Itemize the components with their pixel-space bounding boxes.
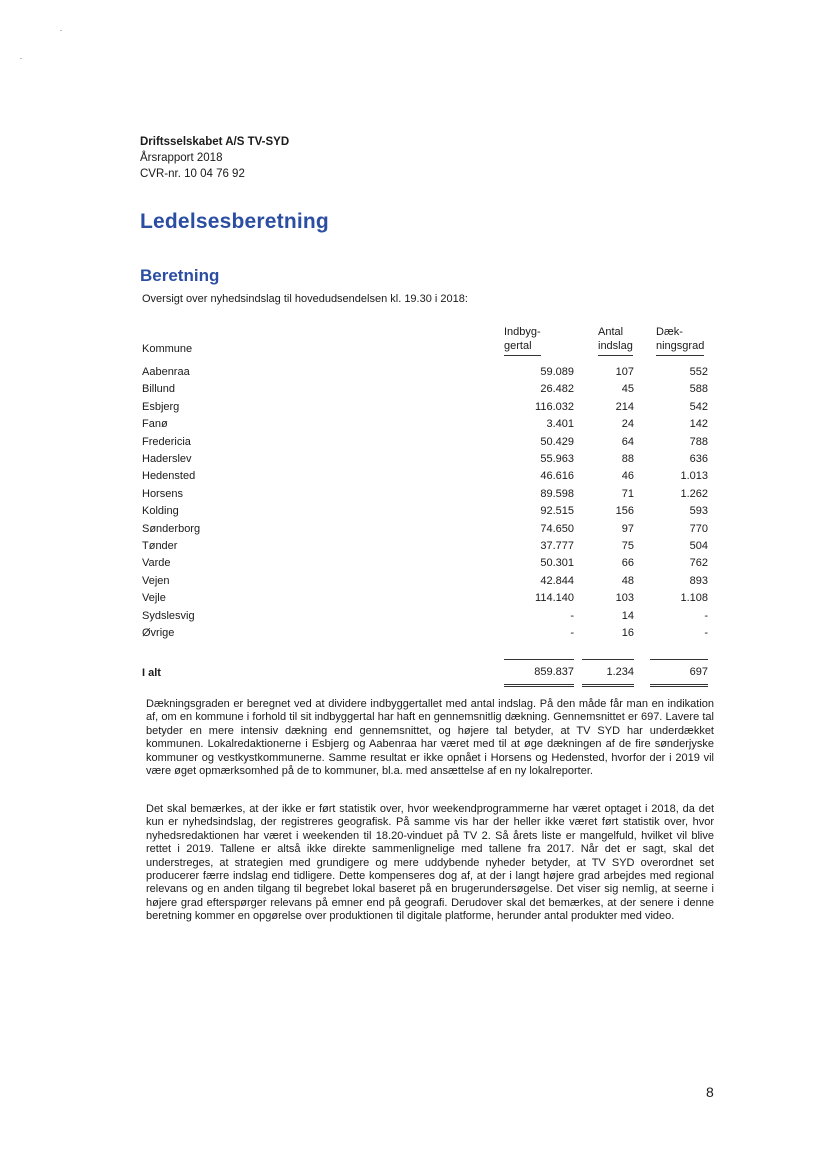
kommune-cell: Varde <box>142 557 171 570</box>
antal-indslag-cell: 107 <box>615 366 634 378</box>
kommune-cell: Esbjerg <box>142 400 180 413</box>
kommune-cell: Tønder <box>142 540 178 553</box>
indbyggertal-cell: 55.963 <box>540 453 574 466</box>
antal-indslag-cell: 48 <box>621 574 634 587</box>
antal-indslag-cell: 156 <box>615 505 634 518</box>
antal-indslag-cell: 24 <box>621 418 634 431</box>
header-antal-indslag: Antal indslag <box>582 318 634 356</box>
page-title: Ledelsesberetning <box>140 210 329 233</box>
header-kommune: Kommune <box>142 343 193 355</box>
daekningsgrad-cell: 142 <box>689 418 708 431</box>
table-body <box>142 356 708 643</box>
table-row <box>142 625 708 642</box>
table-header-row <box>142 318 708 356</box>
antal-indslag-cell: 66 <box>621 557 634 570</box>
indbyggertal-cell: 42.844 <box>540 574 574 587</box>
total-row <box>142 660 708 686</box>
daekningsgrad-cell: 788 <box>689 435 708 448</box>
indbyggertal-cell: 92.515 <box>540 505 574 518</box>
table-intro: Oversigt over nyhedsindslag til hovedudsendelsen kl. 19.30 i 2018: <box>142 293 468 305</box>
table-row <box>142 434 708 451</box>
antal-indslag-cell: 88 <box>621 453 634 466</box>
table-row <box>142 521 708 538</box>
antal-indslag-cell: 16 <box>621 627 634 640</box>
table-row <box>142 451 708 468</box>
scan-speck <box>60 30 62 31</box>
daekningsgrad-cell: 542 <box>689 400 708 413</box>
kommune-cell: Fanø <box>142 418 168 431</box>
daekningsgrad-cell: 1.108 <box>680 592 708 605</box>
page-number: 8 <box>706 1084 714 1100</box>
antal-indslag-cell: 103 <box>615 592 634 605</box>
antal-indslag-cell: 71 <box>621 487 634 500</box>
daekningsgrad-cell: - <box>704 609 708 622</box>
antal-indslag-cell: 75 <box>621 540 634 553</box>
table-row <box>142 468 708 485</box>
total-antal-indslag: 1.234 <box>582 660 634 686</box>
indbyggertal-cell: 74.650 <box>540 522 574 535</box>
report-name: Årsrapport 2018 <box>140 152 223 164</box>
table-row <box>142 486 708 503</box>
subtotal-line <box>142 643 708 660</box>
daekningsgrad-cell: 770 <box>689 522 708 535</box>
antal-indslag-cell: 46 <box>621 470 634 483</box>
total-label: I alt <box>142 666 161 679</box>
header-indbyggertal: Indbyg- gertal <box>504 318 574 356</box>
kommune-cell: Fredericia <box>142 435 191 448</box>
indbyggertal-cell: 26.482 <box>540 383 574 396</box>
daekningsgrad-cell: 504 <box>689 540 708 553</box>
table-row <box>142 573 708 590</box>
daekningsgrad-cell: 1.013 <box>680 470 708 483</box>
scan-speck <box>20 58 22 59</box>
document-header <box>140 134 289 182</box>
indbyggertal-cell: 59.089 <box>540 366 574 378</box>
antal-indslag-cell: 64 <box>621 435 634 448</box>
table-row <box>142 356 708 381</box>
daekningsgrad-cell: 552 <box>689 366 708 378</box>
kommune-cell: Sydslesvig <box>142 609 195 622</box>
daekningsgrad-cell: - <box>704 627 708 640</box>
table-row <box>142 381 708 398</box>
table-row <box>142 399 708 416</box>
antal-indslag-cell: 45 <box>621 383 634 396</box>
kommune-cell: Billund <box>142 383 176 396</box>
antal-indslag-cell: 97 <box>621 522 634 535</box>
antal-indslag-cell: 14 <box>621 609 634 622</box>
kommune-cell: Vejen <box>142 574 170 587</box>
indbyggertal-cell: 37.777 <box>540 540 574 553</box>
section-title: Beretning <box>140 266 220 285</box>
antal-indslag-cell: 214 <box>615 400 634 413</box>
table-row <box>142 416 708 433</box>
table-row <box>142 503 708 520</box>
kommune-cell: Haderslev <box>142 453 192 466</box>
daekningsgrad-cell: 593 <box>689 505 708 518</box>
kommune-cell: Aabenraa <box>142 366 190 378</box>
kommune-cell: Øvrige <box>142 627 175 640</box>
daekningsgrad-cell: 762 <box>689 557 708 570</box>
kommune-cell: Hedensted <box>142 470 196 483</box>
kommune-cell: Horsens <box>142 487 183 500</box>
daekningsgrad-cell: 893 <box>689 574 708 587</box>
table-row <box>142 608 708 625</box>
news-coverage-table <box>142 318 708 687</box>
kommune-cell: Vejle <box>142 592 166 605</box>
table-row <box>142 555 708 572</box>
total-daekningsgrad: 697 <box>650 660 708 686</box>
paragraph-coverage: Dækningsgraden er beregnet ved at dividere indbyggertallet med antal indslag. På den måde får man en indikation af, om en kommune i forhold til sit indbyggertal har haft en gennemsnitlig dækning. Gennemsnittet er 697. Lavere tal betyder en mere intensiv dækning end gennemsnittet, og højere tal betyder, at TV SYD har underdækket kommunen. Lokalredaktionerne i Esbjerg og Aabenraa har været med til at øge dækningen af de fire sønderjyske kommuner og vestkystkommunerne. Samme resultat er ikke opnået i Horsens og Hedensted, hvorfor der i 2019 vil være øget opmærksomhed på de to kommuner, bl.a. med ansættelse af en ny lokalreporter. <box>146 698 714 778</box>
daekningsgrad-cell: 636 <box>689 453 708 466</box>
indbyggertal-cell: 116.032 <box>535 400 574 413</box>
indbyggertal-cell: 50.429 <box>540 435 574 448</box>
total-indbyggertal: 859.837 <box>504 660 574 686</box>
kommune-cell: Kolding <box>142 505 179 518</box>
daekningsgrad-cell: 1.262 <box>680 487 708 500</box>
paragraph-statistics-note: Det skal bemærkes, at der ikke er ført statistik over, hvor weekendprogrammerne har været optaget i 2018, da det kun er nyhedsindslag, der registreres geografisk. På samme vis har der heller ikke været ført statistik over, hvor nyhedsredaktionen har været i weekenden til 18.20-vinduet på TV 2. Så årets liste er mangelfuld, hvilket vil blive rettet i 2019. Tallene er altså ikke direkte sammenlignelige med tallene fra 2017. Når det er sagt, skal det understreges, at strategien med grundigere og mere uddybende nyheder betyder, at TV SYD overordnet set producerer færre indslag end tidligere. Dette kompenseres dog af, at der i langt højere grad arbejdes med regional relevans og en anden tilgang til begrebet lokal baseret på en brugerundersøgelse. Det viser sig nemlig, at seerne i højere grad efterspørger relevans på emner end på geografi. Derudover skal det bemærkes, at der senere i denne beretning kommer en opgørelse over produktionen til digitale platforme, herunder antal produkter med video. <box>146 803 714 923</box>
indbyggertal-cell: 89.598 <box>540 487 574 500</box>
company-name: Driftsselskabet A/S TV-SYD <box>140 136 290 148</box>
indbyggertal-cell: 50.301 <box>540 557 574 570</box>
table-row <box>142 590 708 607</box>
kommune-cell: Sønderborg <box>142 522 201 535</box>
indbyggertal-cell: 114.140 <box>535 592 574 605</box>
indbyggertal-cell: - <box>570 609 574 622</box>
daekningsgrad-cell: 588 <box>689 383 708 396</box>
indbyggertal-cell: 3.401 <box>546 418 574 431</box>
cvr-number: CVR-nr. 10 04 76 92 <box>140 168 245 180</box>
table-row <box>142 538 708 555</box>
indbyggertal-cell: - <box>570 627 574 640</box>
indbyggertal-cell: 46.616 <box>540 470 574 483</box>
header-daekningsgrad: Dæk- ningsgrad <box>650 318 708 356</box>
